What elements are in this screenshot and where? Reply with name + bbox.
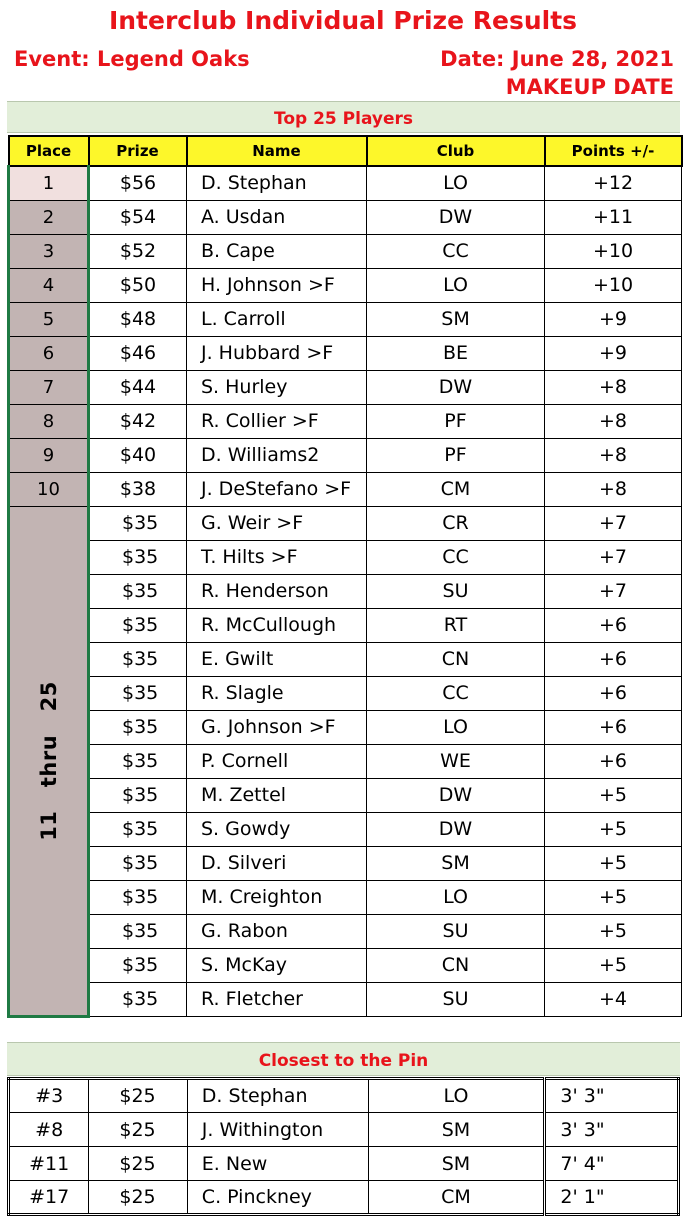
place-cell[interactable]: 1 [9,166,89,200]
points-cell[interactable]: +6 [545,676,682,710]
event-name: Event: Legend Oaks [14,47,250,71]
place-cell[interactable]: 5 [9,302,89,336]
points-cell[interactable]: +5 [545,812,682,846]
table-row [9,540,682,574]
points-cell[interactable]: +10 [545,268,682,302]
club-cell[interactable]: DW [367,812,545,846]
name-cell[interactable]: R. Collier >F [187,404,367,438]
prize-cell[interactable]: $35 [89,642,187,676]
top-players-section-title: Top 25 Players [7,101,680,133]
name-cell[interactable]: A. Usdan [187,200,367,234]
table-row [9,472,682,506]
hole-cell[interactable]: #3 [9,1079,89,1113]
name-cell[interactable]: R. McCullough [187,608,367,642]
points-cell[interactable]: +8 [545,370,682,404]
hole-cell[interactable]: #8 [9,1113,89,1147]
place-cell[interactable]: 7 [9,370,89,404]
club-cell[interactable]: DW [367,778,545,812]
points-cell[interactable]: +11 [545,200,682,234]
prize-cell[interactable]: $35 [89,846,187,880]
prize-cell[interactable]: $38 [89,472,187,506]
prize-cell[interactable]: $52 [89,234,187,268]
table-row [9,948,682,982]
table-row [9,914,682,948]
prize-cell[interactable]: $48 [89,302,187,336]
table-row [9,744,682,778]
prize-cell[interactable]: $35 [89,812,187,846]
name-cell[interactable]: T. Hilts >F [187,540,367,574]
name-cell[interactable]: G. Weir >F [187,506,367,540]
name-cell[interactable]: D. Stephan [187,166,367,200]
name-cell[interactable]: M. Creighton [187,880,367,914]
page-title: Interclub Individual Prize Results [108,6,578,35]
table-row [9,166,682,200]
place-cell[interactable]: 9 [9,438,89,472]
prize-cell[interactable]: $35 [89,880,187,914]
makeup-date-note: MAKEUP DATE [505,75,674,99]
name-cell[interactable]: S. McKay [187,948,367,982]
name-cell[interactable]: P. Cornell [187,744,367,778]
table-row [9,846,682,880]
club-cell[interactable]: CC [367,676,545,710]
name-cell[interactable]: S. Hurley [187,370,367,404]
table-row [9,200,682,234]
name-cell[interactable]: E. Gwilt [187,642,367,676]
club-cell[interactable]: LO [367,880,545,914]
prize-cell[interactable]: $25 [89,1113,187,1147]
table-row [9,302,682,336]
club-cell[interactable]: BE [367,336,545,370]
prize-cell[interactable]: $35 [89,506,187,540]
points-cell[interactable]: +5 [545,778,682,812]
event-date: Date: June 28, 2021 [440,47,674,71]
place-cell[interactable]: 10 [9,472,89,506]
closest-to-pin-section-title: Closest to the Pin [7,1042,680,1076]
points-cell[interactable]: +5 [545,914,682,948]
prize-cell[interactable]: $25 [89,1147,187,1181]
name-cell[interactable]: J. Withington [187,1113,368,1147]
column-header-prize[interactable]: Prize [89,136,187,166]
closest-to-pin-table [7,1077,680,1216]
club-cell[interactable]: PF [367,438,545,472]
distance-cell[interactable]: 7' 4" [545,1147,679,1181]
table-row [9,234,682,268]
prize-cell[interactable]: $56 [89,166,187,200]
place-cell[interactable]: 4 [9,268,89,302]
prize-cell[interactable]: $44 [89,370,187,404]
prize-cell[interactable]: $35 [89,778,187,812]
points-cell[interactable]: +9 [545,336,682,370]
club-cell[interactable]: RT [367,608,545,642]
points-cell[interactable]: +8 [545,472,682,506]
top-players-header-row [9,136,682,166]
club-cell[interactable]: DW [367,200,545,234]
name-cell[interactable]: D. Stephan [187,1079,368,1113]
prize-cell[interactable]: $40 [89,438,187,472]
name-cell[interactable]: G. Johnson >F [187,710,367,744]
column-header-points[interactable]: Points +/- [545,136,682,166]
hole-cell[interactable]: #11 [9,1147,89,1181]
name-cell[interactable]: D. Williams2 [187,438,367,472]
name-cell[interactable]: D. Silveri [187,846,367,880]
hole-cell[interactable]: #17 [9,1181,89,1215]
prize-cell[interactable]: $50 [89,268,187,302]
club-cell[interactable]: CM [368,1181,545,1215]
prize-cell[interactable]: $42 [89,404,187,438]
club-cell[interactable]: CC [367,540,545,574]
points-cell[interactable]: +7 [545,574,682,608]
column-header-name[interactable]: Name [187,136,367,166]
name-cell[interactable]: H. Johnson >F [187,268,367,302]
table-row [9,370,682,404]
club-cell[interactable]: SM [368,1113,545,1147]
points-cell[interactable]: +7 [545,506,682,540]
table-row [9,336,682,370]
table-row [9,1147,679,1181]
club-cell[interactable]: CC [367,234,545,268]
table-row [9,574,682,608]
prize-cell[interactable]: $35 [89,982,187,1016]
name-cell[interactable]: R. Henderson [187,574,367,608]
club-cell[interactable]: CM [367,472,545,506]
name-cell[interactable]: G. Rabon [187,914,367,948]
points-cell[interactable]: +8 [545,404,682,438]
place-cell[interactable]: 3 [9,234,89,268]
name-cell[interactable]: B. Cape [187,234,367,268]
club-cell[interactable]: CN [367,948,545,982]
top-players-table [7,135,683,1018]
prize-cell[interactable]: $35 [89,540,187,574]
club-cell[interactable]: WE [367,744,545,778]
name-cell[interactable]: S. Gowdy [187,812,367,846]
prize-cell[interactable]: $35 [89,608,187,642]
club-cell[interactable]: SU [367,982,545,1016]
points-cell[interactable]: +8 [545,438,682,472]
prize-cell[interactable]: $25 [89,1181,187,1215]
points-cell[interactable]: +7 [545,540,682,574]
club-cell[interactable]: DW [367,370,545,404]
name-cell[interactable]: C. Pinckney [187,1181,368,1215]
table-row [9,676,682,710]
prize-cell[interactable]: $35 [89,574,187,608]
points-cell[interactable]: +6 [545,744,682,778]
club-cell[interactable]: LO [367,166,545,200]
distance-cell[interactable]: 3' 3" [545,1113,679,1147]
club-cell[interactable]: SU [367,914,545,948]
points-cell[interactable]: +5 [545,846,682,880]
points-cell[interactable]: +6 [545,710,682,744]
prize-cell[interactable]: $46 [89,336,187,370]
points-cell[interactable]: +10 [545,234,682,268]
table-row [9,1079,679,1113]
name-cell[interactable]: L. Carroll [187,302,367,336]
places-11-thru-25-label: 11 thru 25 [36,680,61,841]
points-cell[interactable]: +4 [545,982,682,1016]
name-cell[interactable]: J. Hubbard >F [187,336,367,370]
prize-cell[interactable]: $35 [89,676,187,710]
club-cell[interactable]: LO [368,1079,545,1113]
name-cell[interactable]: J. DeStefano >F [187,472,367,506]
name-cell[interactable]: R. Fletcher [187,982,367,1016]
table-row [9,608,682,642]
prize-cell[interactable]: $54 [89,200,187,234]
club-cell[interactable]: CN [367,642,545,676]
points-cell[interactable]: +6 [545,608,682,642]
name-cell[interactable]: E. New [187,1147,368,1181]
table-row [9,642,682,676]
table-row [9,268,682,302]
club-cell[interactable]: SM [368,1147,545,1181]
club-cell[interactable]: PF [367,404,545,438]
distance-cell[interactable]: 3' 3" [545,1079,679,1113]
name-cell[interactable]: R. Slagle [187,676,367,710]
table-row [9,404,682,438]
club-cell[interactable]: LO [367,710,545,744]
table-row [9,982,682,1016]
prize-cell[interactable]: $25 [89,1079,187,1113]
table-row [9,710,682,744]
points-cell[interactable]: +9 [545,302,682,336]
table-row [9,1181,679,1215]
table-row [9,880,682,914]
column-header-place[interactable]: Place [9,136,89,166]
table-row [9,1113,679,1147]
club-cell[interactable]: SU [367,574,545,608]
prize-cell[interactable]: $35 [89,914,187,948]
points-cell[interactable]: +5 [545,880,682,914]
points-cell[interactable]: +12 [545,166,682,200]
place-cell[interactable]: 2 [9,200,89,234]
name-cell[interactable]: M. Zettel [187,778,367,812]
table-row [9,812,682,846]
prize-cell[interactable]: $35 [89,948,187,982]
prize-cell[interactable]: $35 [89,710,187,744]
club-cell[interactable]: LO [367,268,545,302]
table-row [9,506,682,540]
points-cell[interactable]: +6 [545,642,682,676]
distance-cell[interactable]: 2' 1" [545,1181,679,1215]
club-cell[interactable]: SM [367,846,545,880]
place-cell[interactable]: 6 [9,336,89,370]
table-row [9,438,682,472]
place-cell[interactable]: 8 [9,404,89,438]
column-header-club[interactable]: Club [367,136,545,166]
places-11-thru-25-cell[interactable] [9,506,89,1016]
table-row [9,778,682,812]
points-cell[interactable]: +5 [545,948,682,982]
club-cell[interactable]: CR [367,506,545,540]
club-cell[interactable]: SM [367,302,545,336]
prize-cell[interactable]: $35 [89,744,187,778]
